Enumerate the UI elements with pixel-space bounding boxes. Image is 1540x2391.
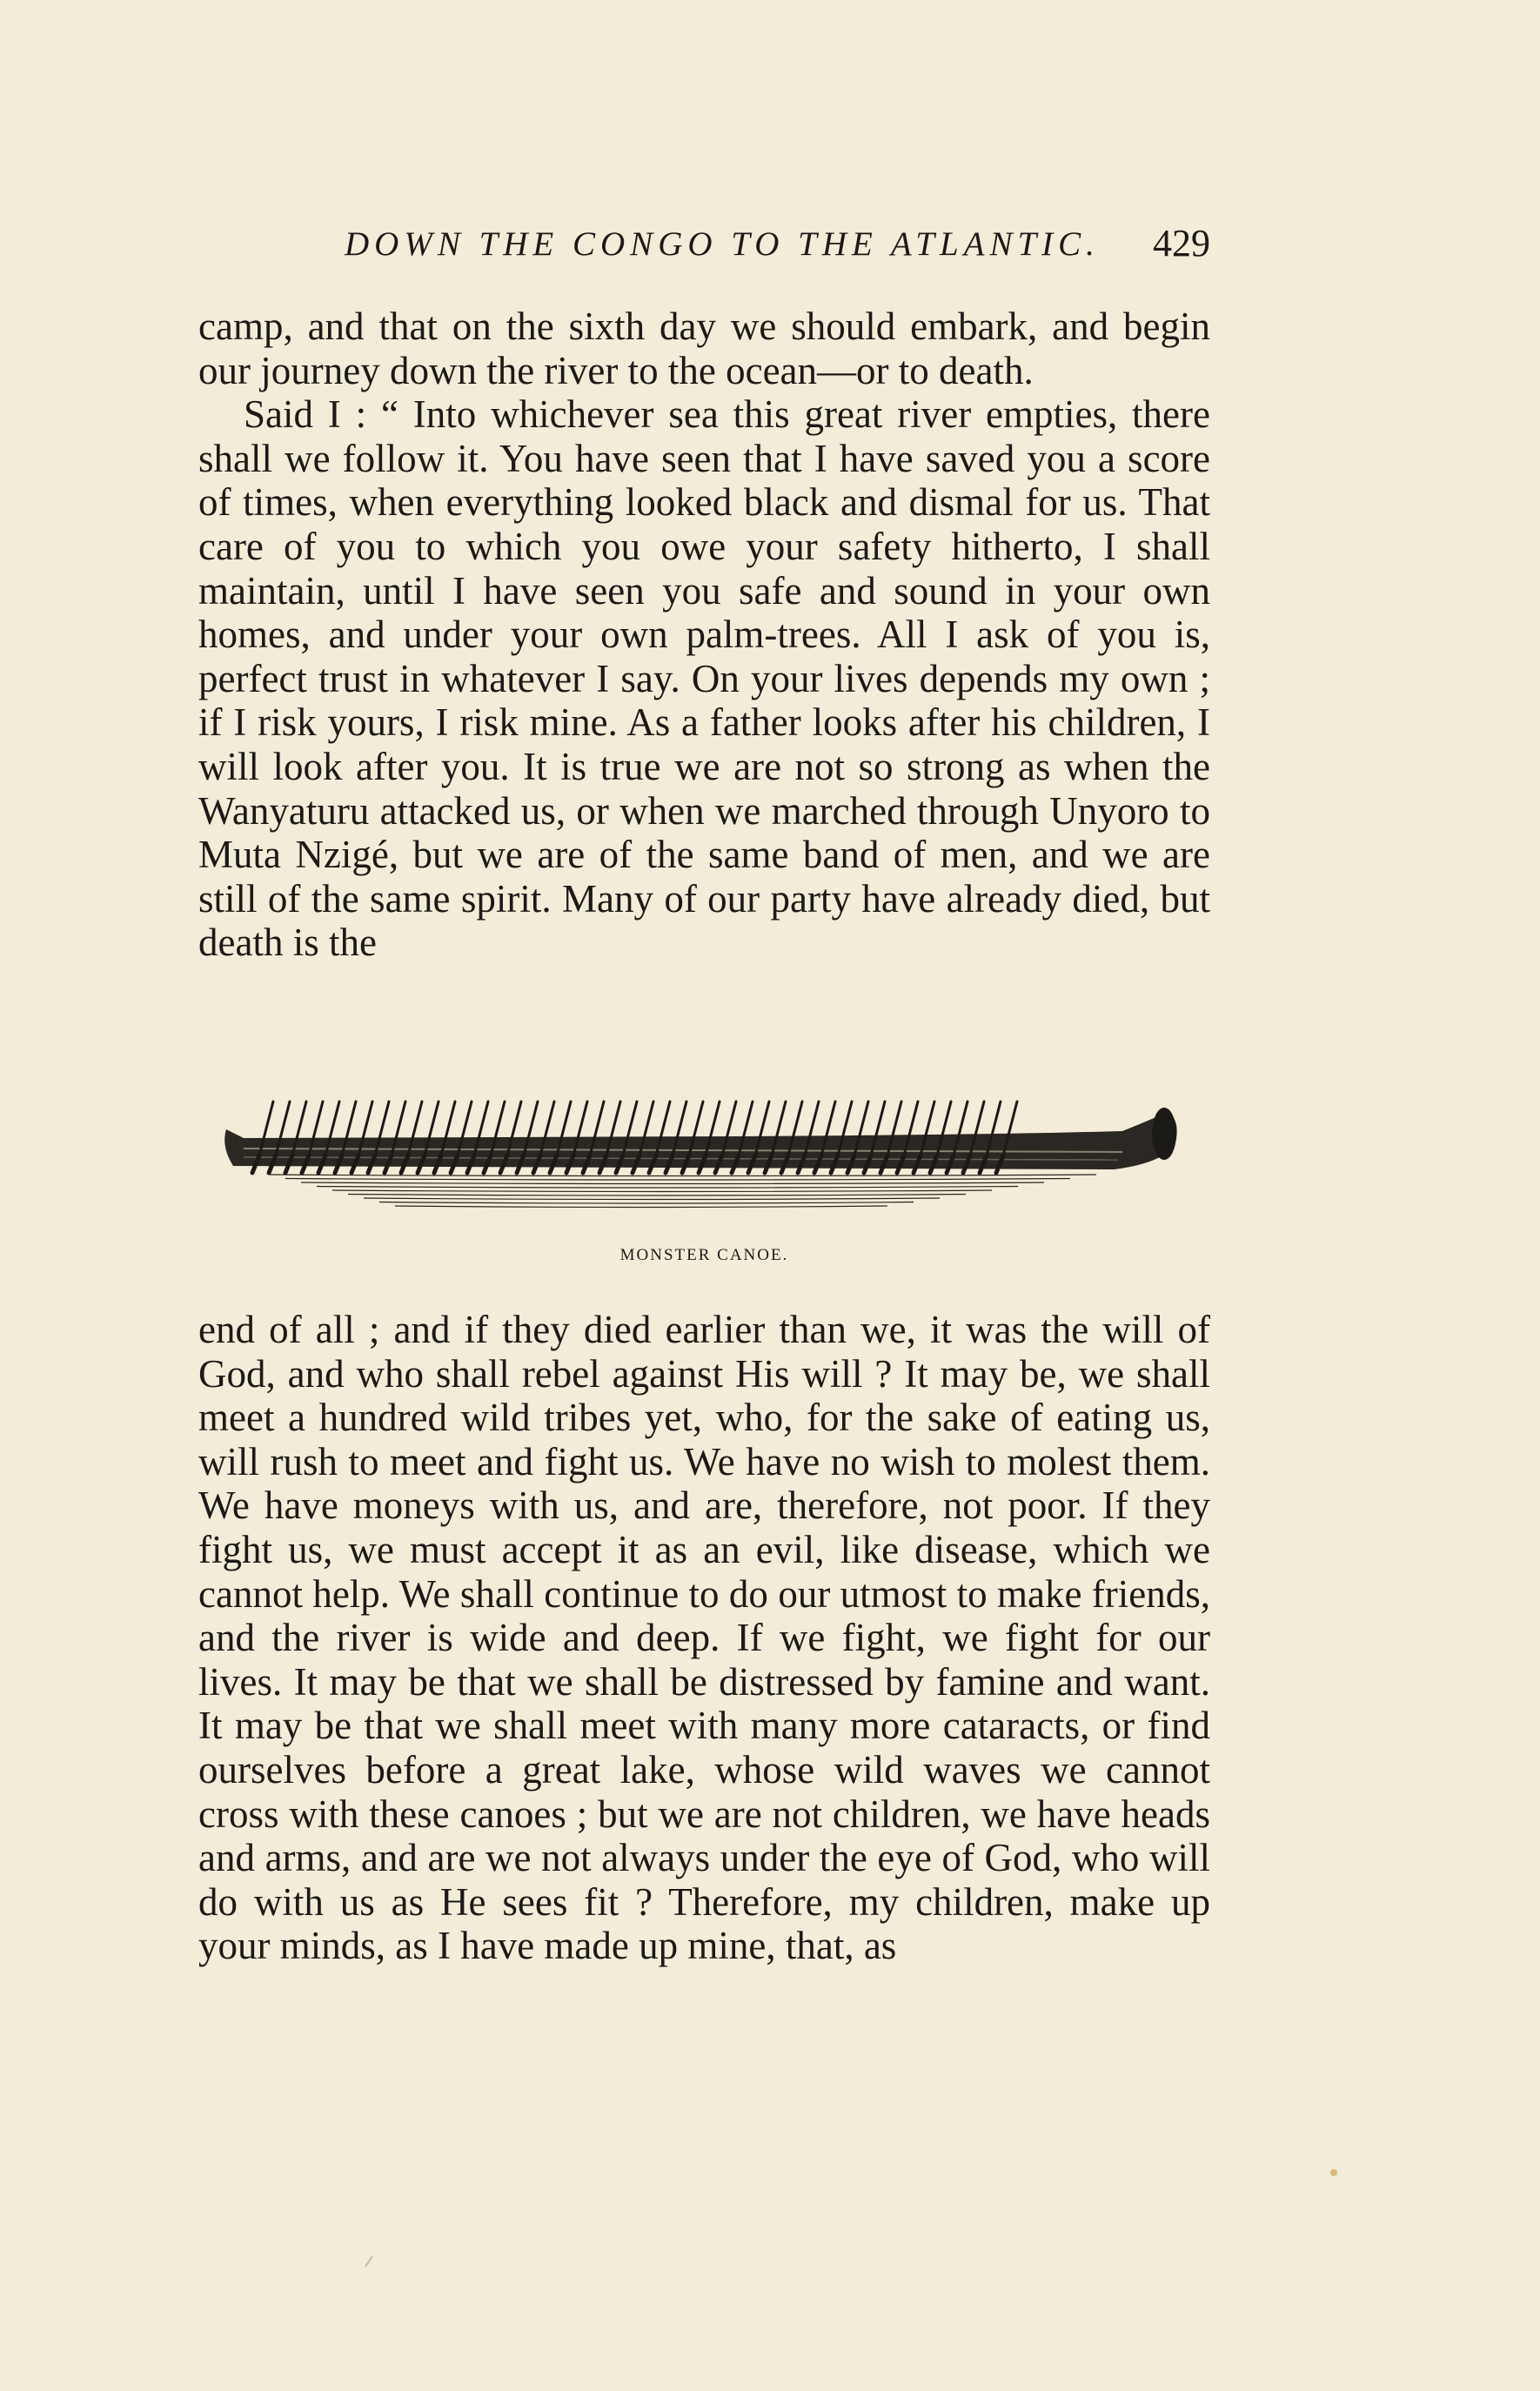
paragraph: camp, and that on the sixth day we should embark, and begin our journey down the river to the ocean—or to death. [198,305,1210,392]
running-head-title: DOWN THE CONGO TO THE ATLANTIC. [345,225,1100,263]
page-number: 429 [1153,222,1210,265]
paragraph: Said I : “ Into whichever sea this great river empties, there shall we follow it. You have seen that I have saved you a score of times, when everything looked black and dismal for us. That care of you to which you owe your safety hitherto, I shall maintain, until I have seen you safe and sound in your own homes, and under your own palm-trees. All I ask of you is, perfect trust in whatever I say. On your lives depends my own ; if I risk yours, I risk mine. As a father looks after his children, I will look after you. It is true we are not so strong as when the Wanyaturu attacked us, or when we marched through Unyoro to Muta Nzigé, but we are of the same band of men, and we are still of the same spirit. Many of our party have already died, but death is the [198,392,1210,965]
figure-caption: MONSTER CANOE. [619,1246,789,1264]
paragraph: end of all ; and if they died earlier than we, it was the will of God, and who shall rebel against His will ? It may be, we shall meet a hundred wild tribes yet, who, for the sake of eating us, will rush to meet and fight us. We have no wish to molest them. We have moneys with us, and are, therefore, not poor. If they fight us, we must accept it as an evil, like disease, which we cannot help. We shall continue to do our utmost to make friends, and the river is wide and deep. If we fight, we fight for our lives. It may be that we shall be distressed by famine and want. It may be that we shall meet with many more cataracts, or find ourselves before a great lake, whose wild waves we cannot cross with these canoes ; but we are not children, we have heads and arms, and are we not always under the eye of God, who will do with us as He sees fit ? Therefore, my children, make up your minds, as I have made up mine, that, as [198,1308,1210,1968]
body-text-top [198,305,1210,965]
body-text-bottom [198,1308,1210,1968]
canoe-engraving-icon [218,1095,1192,1216]
canoe-illustration [218,1095,1192,1216]
running-head [198,224,1210,277]
